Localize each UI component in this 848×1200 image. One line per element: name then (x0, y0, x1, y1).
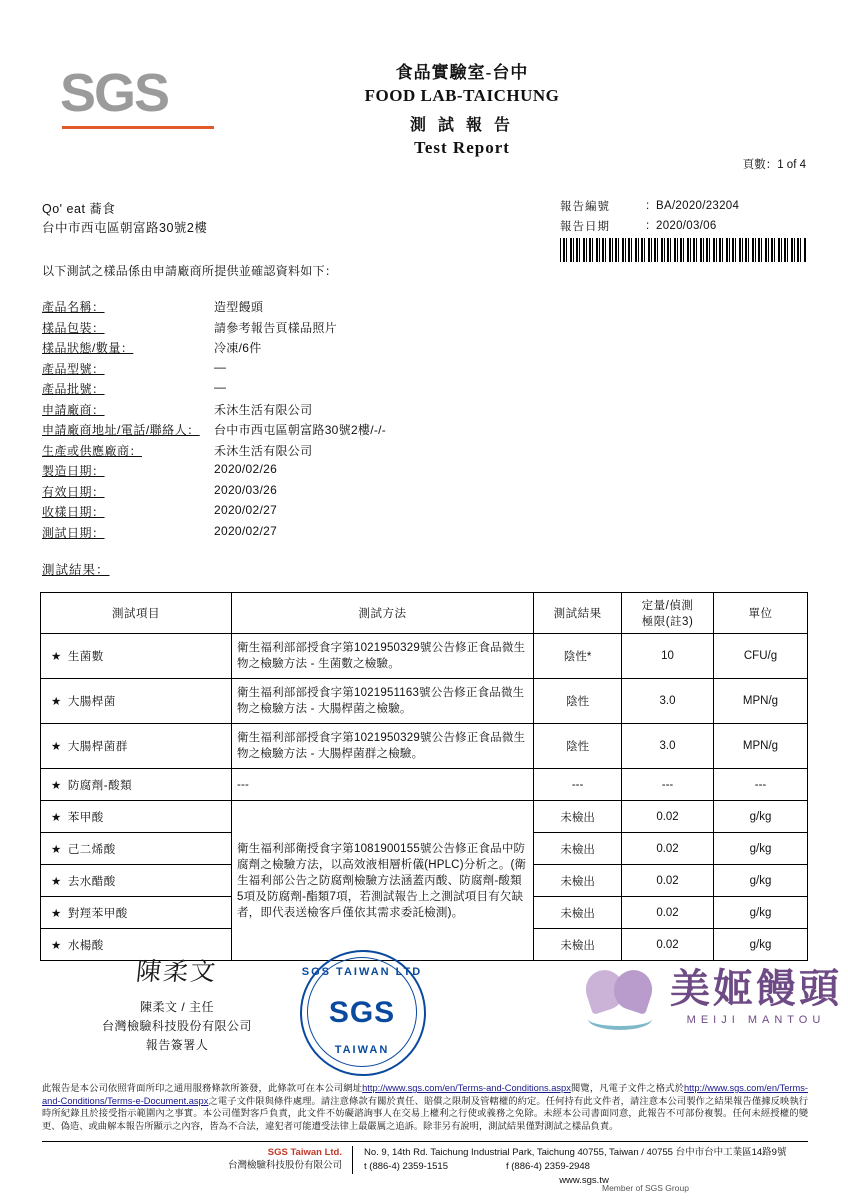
row-method: 衛生福利部部授食字第1021950329號公告修正食品微生物之檢驗方法 - 大腸桿菌群之檢驗。 (231, 724, 533, 769)
row-result: --- (534, 769, 622, 801)
legal-text-1: 此報告是本公司依照背面所印之通用服務條款所簽發，此條款可在本公司網址 (42, 1083, 363, 1093)
footer-website[interactable]: www.sgs.tw (559, 1175, 609, 1186)
table-row (41, 634, 808, 679)
row-result: 陰性 (534, 724, 622, 769)
lab-name-en: FOOD LAB-TAICHUNG (364, 86, 560, 105)
sample-info-label: 產品名稱： (42, 300, 105, 314)
terms-conditions-link[interactable]: http://www.sgs.com/en/Terms-and-Conditions.aspx (362, 1083, 571, 1093)
row-result: 未檢出 (534, 801, 622, 833)
brand-name-cn: 美姬饅頭 (670, 966, 842, 1011)
sample-info-row (42, 524, 602, 541)
row-limit: 3.0 (622, 724, 714, 769)
report-title-block (312, 58, 612, 158)
report-date-label: 報告日期 (560, 221, 610, 233)
brand-text (670, 966, 842, 1026)
sgs-logo (60, 62, 214, 129)
row-limit: 0.02 (622, 929, 714, 961)
row-item-label: 苯甲酸 (67, 811, 104, 824)
row-item (41, 769, 232, 801)
sample-info-value: — (214, 380, 227, 394)
sample-info-value: 請參考報告頁樣品照片 (214, 320, 338, 335)
row-unit: g/kg (713, 801, 807, 833)
report-number-row (560, 198, 806, 214)
footer-fax: f (886-4) 2359-2948 (505, 1161, 590, 1172)
row-item-label: 防腐劑-酸類 (67, 779, 133, 792)
sample-info-row (42, 360, 602, 377)
bowl-shape (588, 1008, 652, 1030)
footer-member-note: Member of SGS Group (602, 1183, 689, 1193)
results-heading: 測試結果： (42, 563, 110, 577)
sample-info-label: 產品批號： (42, 382, 105, 396)
intro-text: 以下測試之樣品係由申請廠商所提供並確認資料如下： (42, 264, 338, 278)
sample-info-label: 測試日期： (42, 525, 105, 540)
row-unit: CFU/g (713, 634, 807, 679)
signatory-company: 台灣檢驗科技股份有限公司 (101, 1019, 252, 1033)
seal-center-text: SGS (328, 996, 396, 1029)
brand-mark-icon (582, 970, 660, 1028)
row-unit: g/kg (713, 865, 807, 897)
sgs-logo-underline (62, 126, 214, 129)
report-title-en: Test Report (414, 138, 510, 157)
results-table (40, 592, 808, 961)
row-item-label: 去水醋酸 (67, 875, 116, 888)
sample-info-value: 台中市西屯區朝富路30號2樓/-/- (214, 423, 387, 437)
sample-info-row (42, 503, 602, 520)
sample-info-value: 冷凍/6件 (214, 341, 262, 355)
sample-info-label: 收樣日期： (42, 505, 105, 519)
table-row (41, 724, 808, 769)
sample-info-row (42, 462, 602, 479)
footer-phone-line (364, 1160, 804, 1173)
row-item (41, 833, 232, 865)
star-icon: ★ (51, 939, 62, 952)
results-table-wrap (40, 592, 808, 961)
client-address: 台中市西屯區朝富路30號2樓 (42, 221, 208, 235)
footer-company-en: SGS Taiwan Ltd. (267, 1147, 342, 1158)
row-item-label: 大腸桿菌 (67, 696, 116, 708)
footer-company-block (162, 1146, 342, 1172)
signatory-name-title: 陳柔文 / 主任 (139, 1000, 214, 1014)
header-test-result: 測試結果 (534, 593, 622, 634)
row-method: 衛生福利部部授食字第1021951163號公告修正食品微生物之檢驗方法 - 大腸桿菌之檢驗。 (231, 679, 533, 724)
sample-info-list (42, 298, 602, 544)
row-item-label: 己二烯酸 (67, 843, 116, 856)
report-number-colon: : (646, 200, 650, 212)
table-row (41, 679, 808, 724)
sample-info-row (42, 298, 602, 315)
star-icon: ★ (51, 741, 62, 753)
sample-info-label: 申請廠商： (42, 402, 105, 417)
star-icon: ★ (51, 843, 62, 856)
header-detection-limit-l2: 極限(註3) (641, 616, 694, 628)
sample-info-label: 申請廠商地址/電話/聯絡人： (42, 423, 200, 437)
row-item-label: 對羥苯甲酸 (67, 907, 128, 920)
sample-info-value: 2020/02/26 (214, 462, 278, 476)
seal-top-text: SGS TAIWAN LTD (301, 966, 423, 978)
sample-info-label: 樣品包裝： (42, 320, 105, 335)
sample-info-value: 2020/02/27 (214, 523, 278, 538)
row-limit: 0.02 (622, 897, 714, 929)
header-detection-limit (622, 593, 714, 634)
sample-info-value: 禾沐生活有限公司 (214, 443, 313, 458)
row-item-label: 水楊酸 (67, 939, 104, 952)
sample-info-label: 產品型號： (42, 361, 105, 376)
row-unit: --- (713, 769, 807, 801)
row-result: 陰性* (534, 634, 622, 679)
report-number-value: BA/2020/23204 (656, 200, 740, 212)
row-item (41, 897, 232, 929)
row-result: 未檢出 (534, 865, 622, 897)
header-test-item: 測試項目 (41, 593, 232, 634)
sample-info-row (42, 380, 602, 397)
sample-info-value: 造型饅頭 (214, 300, 264, 314)
star-icon: ★ (51, 907, 62, 920)
footer-contact-block (364, 1146, 804, 1187)
report-date-value: 2020/03/06 (656, 220, 717, 232)
lab-name-cn: 食品實驗室-台中 (395, 63, 529, 82)
client-name: Qo' eat 蕎食 (42, 202, 116, 216)
brand-name-en: MEIJI MANTOU (686, 1014, 826, 1026)
report-number-label: 報告編號 (560, 201, 610, 213)
sample-info-value: 2020/02/27 (214, 503, 278, 517)
star-icon: ★ (51, 651, 62, 663)
row-limit: 0.02 (622, 801, 714, 833)
star-icon: ★ (51, 696, 62, 708)
sample-info-row (42, 401, 602, 418)
legal-text-3: 之電子文件限與條件處理。請注意條款有關於責任、賠償之限制及管轄權的約定。任何持有此文件者，請注意本公司製作之結果報告僅據反映執行時所紀錄且於接受指示範圍內之事實。本公司僅對客戶負責，此文件不妨礙諮詢事人在交易上權利之行使或義務之免除。未經本公司書面同意，此報告不可部份複製。任何未經授權的變更、偽造、或曲解本報告所顯示之內容，皆為不合法，違犯者可能遭受法律上最嚴厲之追訴。除非另有說明，測試結果僅對測試之樣品負責。 (42, 1095, 808, 1131)
row-unit: g/kg (713, 833, 807, 865)
sgs-logo-text: SGS (60, 63, 169, 123)
header-detection-limit-l1: 定量/偵測 (641, 600, 694, 612)
header-unit: 單位 (713, 593, 807, 634)
sample-info-row (42, 421, 602, 438)
row-limit: 0.02 (622, 865, 714, 897)
row-unit: MPN/g (713, 724, 807, 769)
row-result: 未檢出 (534, 897, 622, 929)
row-limit: 0.02 (622, 833, 714, 865)
row-item (41, 801, 232, 833)
sample-info-row (42, 483, 602, 500)
table-row (41, 769, 808, 801)
report-date-row (560, 218, 806, 234)
seal-bottom-text: TAIWAN (334, 1044, 390, 1056)
legal-text-2: 閱覽，凡電子文件之格式於 (570, 1083, 684, 1093)
star-icon: ★ (51, 811, 62, 824)
row-method: 衛生福利部部授食字第1021950329號公告修正食品微生物之檢驗方法 - 生菌數之檢驗。 (231, 634, 533, 679)
row-limit: 3.0 (622, 679, 714, 724)
sample-info-row (42, 319, 602, 336)
row-method-merged: 衛生福利部衛授食字第1081900155號公告修正食品中防腐劑之檢驗方法，以高效液相層析儀(HPLC)分析之。(衛生福利部公告之防腐劑檢驗方法涵蓋丙酸、防腐劑-酸類5項及防腐劑-酯類7項，若測試報告上之測試項目有欠缺者，即代表送檢客戶僅依其需求委託檢測)。 (231, 801, 533, 961)
row-unit: g/kg (713, 929, 807, 961)
sample-info-value: — (214, 359, 227, 374)
row-result: 未檢出 (534, 929, 622, 961)
row-unit: MPN/g (713, 679, 807, 724)
footer-vertical-divider (352, 1146, 353, 1174)
brand-logo (582, 962, 848, 1042)
report-header (42, 58, 806, 178)
handwritten-signature: 陳柔文 (134, 959, 219, 986)
row-item (41, 865, 232, 897)
table-header-row (41, 593, 808, 634)
sample-info-label: 生產或供應廠商： (42, 443, 143, 458)
report-title-cn: 測 試 報 告 (409, 117, 514, 134)
barcode (560, 238, 806, 262)
signature-area (42, 952, 842, 1072)
signatory-role: 報告簽署人 (145, 1038, 209, 1052)
row-result: 陰性 (534, 679, 622, 724)
row-result: 未檢出 (534, 833, 622, 865)
table-row (41, 801, 808, 833)
page-count: 頁數：1 of 4 (742, 159, 806, 171)
sample-info-value: 禾沐生活有限公司 (214, 402, 313, 417)
row-item (41, 634, 232, 679)
report-meta (560, 198, 806, 262)
row-item (41, 724, 232, 769)
sample-info-label: 樣品狀態/數量： (42, 341, 134, 355)
star-icon: ★ (51, 779, 62, 792)
e-document-terms-link[interactable]: http://www.sgs.com/en/Terms-and-Conditions/Terms-e-Document.aspx (42, 1083, 808, 1106)
star-icon: ★ (51, 875, 62, 888)
client-block (42, 200, 207, 238)
report-date-colon: : (646, 220, 650, 232)
legal-disclaimer (42, 1082, 808, 1132)
footer-tel: t (886-4) 2359-1515 (364, 1161, 448, 1172)
row-item-label: 生菌數 (67, 651, 104, 663)
row-unit: g/kg (713, 897, 807, 929)
row-item-label: 大腸桿菌群 (67, 741, 128, 753)
row-limit: --- (622, 769, 714, 801)
sample-info-label: 製造日期： (42, 464, 105, 478)
sample-info-value: 2020/03/26 (214, 482, 278, 497)
header-test-method: 測試方法 (231, 593, 533, 634)
row-limit: 10 (622, 634, 714, 679)
signatory-block (62, 952, 292, 1055)
footer-divider-line (42, 1141, 808, 1142)
sample-info-row (42, 442, 602, 459)
row-item (41, 679, 232, 724)
footer-address: No. 9, 14th Rd. Taichung Industrial Park, Taichung 40755, Taiwan / 40755 台中市台中工業區14路9號 (364, 1147, 787, 1158)
sample-info-label: 有效日期： (42, 484, 105, 499)
sgs-seal-stamp (294, 944, 430, 1080)
row-method: --- (231, 769, 533, 801)
sample-info-row (42, 339, 602, 356)
footer-company-cn: 台灣檢驗科技股份有限公司 (227, 1160, 342, 1171)
